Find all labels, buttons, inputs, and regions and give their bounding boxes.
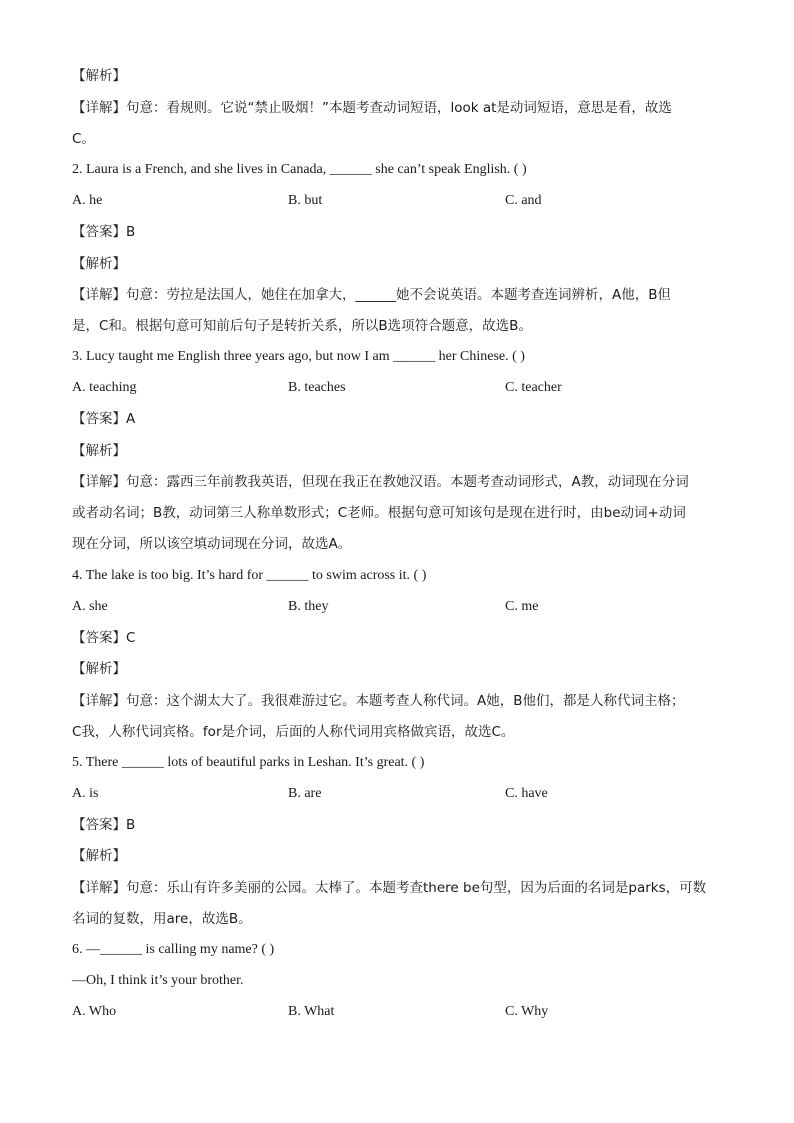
dialogue-reply: —Oh, I think it’s your brother. xyxy=(72,973,244,988)
option-b: B. they xyxy=(288,599,329,614)
question-stem: 3. Lucy taught me English three years ago, but now I am ______ her Chinese. ( ) xyxy=(72,349,525,364)
analysis-label: 【解析】 xyxy=(72,68,126,84)
question-stem: 4. The lake is too big. It’s hard for ______ to swim across it. ( ) xyxy=(72,568,427,583)
option-c: C. Why xyxy=(505,1004,549,1019)
detail-text: 【详解】句意：这个湖太大了。我很难游过它。本题考查人称代词。A她，B他们，都是人称代词主格； xyxy=(72,693,685,709)
question-stem: 6. —______ is calling my name? ( ) xyxy=(72,942,275,957)
analysis-label: 【解析】 xyxy=(72,443,126,459)
option-a: A. she xyxy=(72,599,108,614)
detail-text: 【详解】句意：乐山有许多美丽的公园。太棒了。本题考查there be句型，因为后面的名词是parks，可数 xyxy=(72,880,707,896)
detail-text: C。 xyxy=(72,131,95,147)
analysis-label: 【解析】 xyxy=(72,848,126,864)
detail-text: C我，人称代词宾格。for是介词，后面的人称代词用宾格做宾语，故选C。 xyxy=(72,724,515,740)
answer-label: 【答案】C xyxy=(72,630,136,646)
option-b: B. are xyxy=(288,786,322,801)
question-stem: 5. There ______ lots of beautiful parks in Leshan. It’s great. ( ) xyxy=(72,755,425,770)
option-a: A. teaching xyxy=(72,380,137,395)
answer-label: 【答案】A xyxy=(72,411,136,427)
option-c: C. teacher xyxy=(505,380,562,395)
option-b: B. What xyxy=(288,1004,335,1019)
option-c: C. me xyxy=(505,599,539,614)
option-b: B. teaches xyxy=(288,380,346,395)
option-a: A. is xyxy=(72,786,99,801)
detail-text: 或者动名词；B教，动词第三人称单数形式；C老师。根据句意可知该句是现在进行时，由be动词+动词 xyxy=(72,505,686,521)
analysis-label: 【解析】 xyxy=(72,661,126,677)
question-stem: 2. Laura is a French, and she lives in Canada, ______ she can’t speak English. ( ) xyxy=(72,162,527,177)
option-b: B. but xyxy=(288,193,323,208)
option-c: C. have xyxy=(505,786,548,801)
detail-text: 是，C和。根据句意可知前后句子是转折关系，所以B选项符合题意，故选B。 xyxy=(72,318,532,334)
detail-text: 名词的复数，用are，故选B。 xyxy=(72,911,252,927)
option-a: A. Who xyxy=(72,1004,117,1019)
detail-text: 【详解】句意：劳拉是法国人，她住在加拿大，______她不会说英语。本题考查连词辨析，A他，B但 xyxy=(72,287,671,303)
option-a: A. he xyxy=(72,193,103,208)
answer-label: 【答案】B xyxy=(72,224,136,240)
detail-text: 【详解】句意：看规则。它说“禁止吸烟！”本题考查动词短语，look at是动词短语，意思是看，故选 xyxy=(72,100,672,116)
detail-text: 【详解】句意：露西三年前教我英语，但现在我正在教她汉语。本题考查动词形式，A教，动词现在分词 xyxy=(72,474,689,490)
option-c: C. and xyxy=(505,193,542,208)
detail-text: 现在分词，所以该空填动词现在分词，故选A。 xyxy=(72,536,352,552)
answer-label: 【答案】B xyxy=(72,817,136,833)
analysis-label: 【解析】 xyxy=(72,256,126,272)
